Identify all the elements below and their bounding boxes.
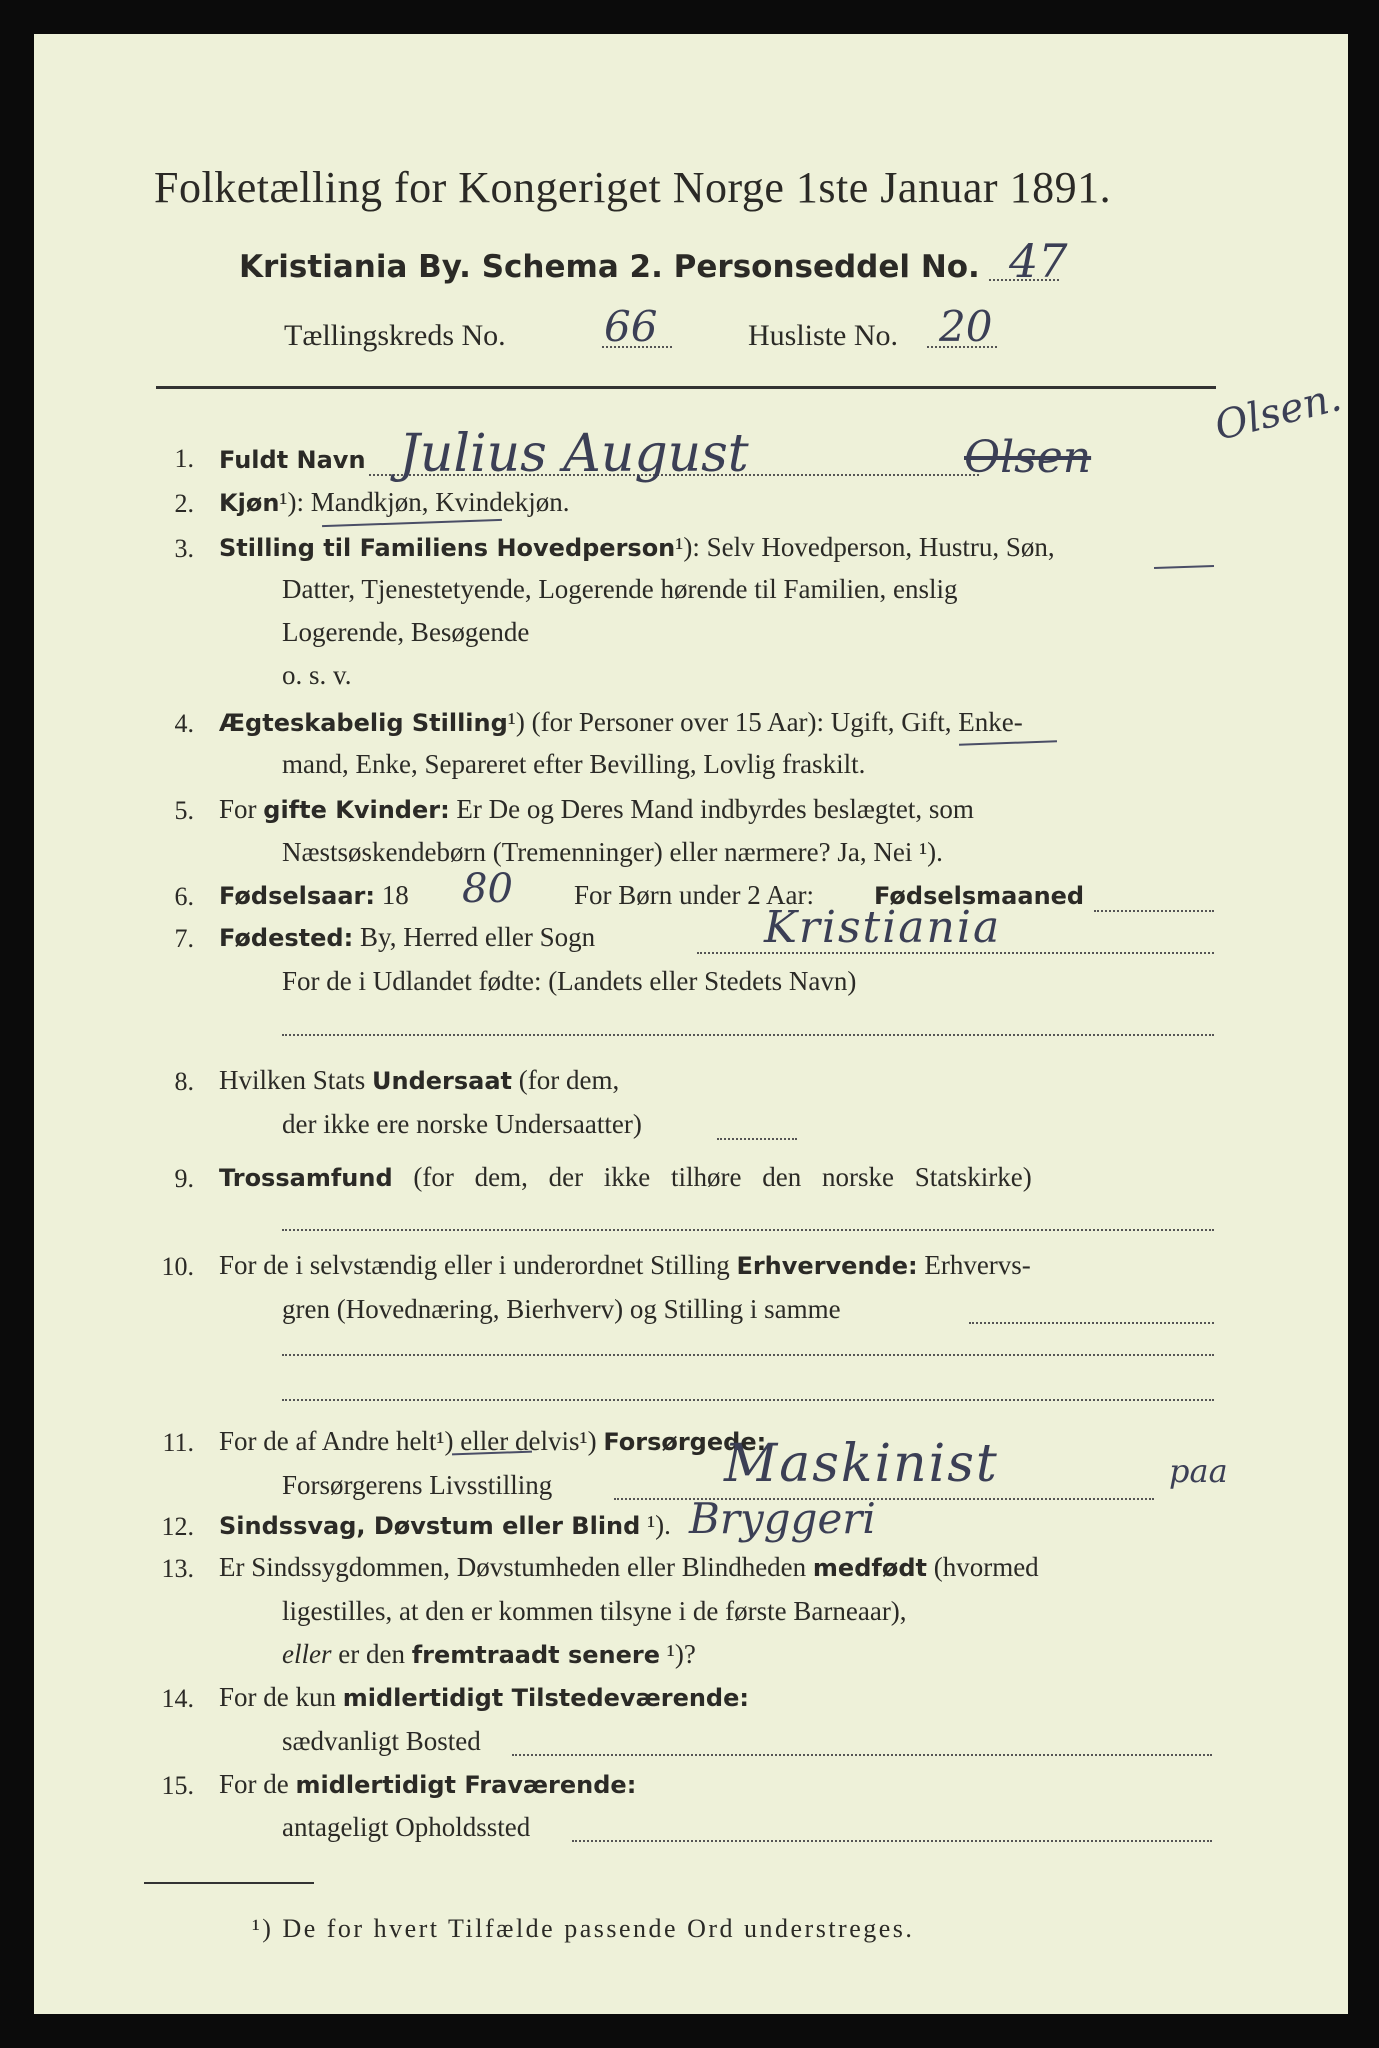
item-number: 2. — [174, 489, 194, 518]
item-13-line3: eller er den fremtraadt senere ¹)? — [282, 1639, 696, 1669]
item-7-line2: For de i Udlandet fødte: (Landets eller Stedets Navn) — [282, 966, 857, 996]
census-form — [34, 34, 1348, 2014]
item-number: 6. — [174, 882, 194, 911]
item-13: Er Sindssygdommen, Døvstumheden eller Blindheden medfødt (hvormed — [219, 1552, 1039, 1582]
item-number: 4. — [174, 709, 194, 738]
underline-son — [1154, 565, 1214, 569]
husliste-number: 20 — [939, 302, 993, 351]
item-number: 5. — [174, 796, 194, 825]
item-15-line2: antageligt Opholdssted — [282, 1812, 531, 1842]
item-3-line3: Logerende, Besøgende — [282, 617, 530, 647]
item-number: 8. — [174, 1067, 194, 1096]
hw-struck-surname: Olsen — [964, 432, 1092, 483]
item-number: 1. — [174, 444, 194, 473]
item-8-line2: der ikke ere norske Undersaatter) — [282, 1109, 642, 1139]
label-fuldt-navn: Fuldt Navn — [219, 446, 366, 474]
hw-name: Julius August — [399, 424, 749, 484]
item-3-line4: o. s. v. — [282, 660, 352, 690]
item-9: Trossamfund (for dem, der ikke tilhøre den norske Statskirke) — [219, 1162, 1032, 1192]
hw-workplace: Bryggeri — [689, 1494, 876, 1543]
item-6: Fødselsaar: 18 — [219, 880, 409, 910]
header-rule — [156, 386, 1216, 389]
item-10-line2: gren (Hovednæring, Bierhverv) og Stilling i samme — [282, 1294, 841, 1324]
personseddel-number: 47 — [1009, 234, 1068, 288]
item-6-mid: For Børn under 2 Aar: — [574, 880, 814, 910]
item-15: For de midlertidigt Fraværende: — [219, 1769, 637, 1799]
item-number: 11. — [162, 1428, 194, 1457]
item-4: Ægteskabelig Stilling¹) (for Personer over 15 Aar): Ugift, Gift, Enke- — [219, 707, 1023, 737]
item-number: 10. — [161, 1252, 194, 1281]
item-number: 7. — [174, 924, 194, 953]
item-3-line2: Datter, Tjenestetyende, Logerende hørende til Familien, enslig — [282, 574, 958, 604]
item-number: 12. — [161, 1512, 194, 1541]
kreds-label: Tællingskreds No. — [284, 319, 506, 352]
form-subtitle: Kristiania By. Schema 2. Personseddel No. — [239, 249, 980, 285]
hw-surname: Olsen. — [1210, 374, 1346, 450]
item-number: 15. — [161, 1771, 194, 1800]
item-11-line2: Forsørgerens Livsstilling — [282, 1470, 553, 1500]
item-number: 13. — [161, 1554, 194, 1583]
item-number: 14. — [161, 1684, 194, 1713]
item-3: Stilling til Familiens Hovedperson¹): Selv Hovedperson, Hustru, Søn, — [219, 532, 1055, 562]
item-7: Fødested: By, Herred eller Sogn — [219, 922, 596, 952]
item-10: For de i selvstændig eller i underordnet Stilling Erhvervende: Erhvervs- — [219, 1250, 1031, 1280]
item-11: For de af Andre helt¹) eller delvis¹) Forsørgede: — [219, 1426, 767, 1456]
label-fodselsmaaned: Fødselsmaaned — [874, 882, 1085, 910]
item-number: 3. — [174, 534, 194, 563]
hw-provider-extra: paa — [1169, 1452, 1228, 1490]
item-5: For gifte Kvinder: Er De og Deres Mand indbyrdes beslægtet, som — [219, 794, 974, 824]
item-13-line2: ligestilles, at den er kommen tilsyne i de første Barneaar), — [282, 1596, 907, 1626]
item-12: Sindssvag, Døvstum eller Blind ¹). — [219, 1510, 671, 1540]
item-4-line2: mand, Enke, Separeret efter Bevilling, Lovlig fraskilt. — [282, 749, 866, 779]
hw-birthplace: Kristiania — [764, 902, 1002, 953]
item-2: Kjøn¹): Mandkjøn, Kvindekjøn. — [219, 487, 570, 517]
kreds-number: 66 — [604, 302, 658, 351]
hw-provider-occupation: Maskinist — [724, 1434, 999, 1494]
item-number: 9. — [174, 1164, 194, 1193]
underline-mandkjon — [322, 519, 502, 527]
item-14: For de kun midlertidigt Tilstedeværende: — [219, 1682, 749, 1712]
footnote-rule — [144, 1882, 314, 1884]
underline-ugift — [959, 740, 1057, 745]
item-14-line2: sædvanligt Bosted — [282, 1726, 481, 1756]
item-8: Hvilken Stats Undersaat (for dem, — [219, 1065, 620, 1095]
hw-birthyear: 80 — [462, 866, 513, 912]
husliste-label: Husliste No. — [748, 319, 898, 352]
form-title: Folketælling for Kongeriget Norge 1ste Januar 1891. — [154, 163, 1112, 212]
item-5-line2: Næstsøskendebørn (Tremenninger) eller nærmere? Ja, Nei ¹). — [282, 837, 943, 867]
footnote: ¹) De for hvert Tilfælde passende Ord understreges. — [252, 1914, 915, 1943]
